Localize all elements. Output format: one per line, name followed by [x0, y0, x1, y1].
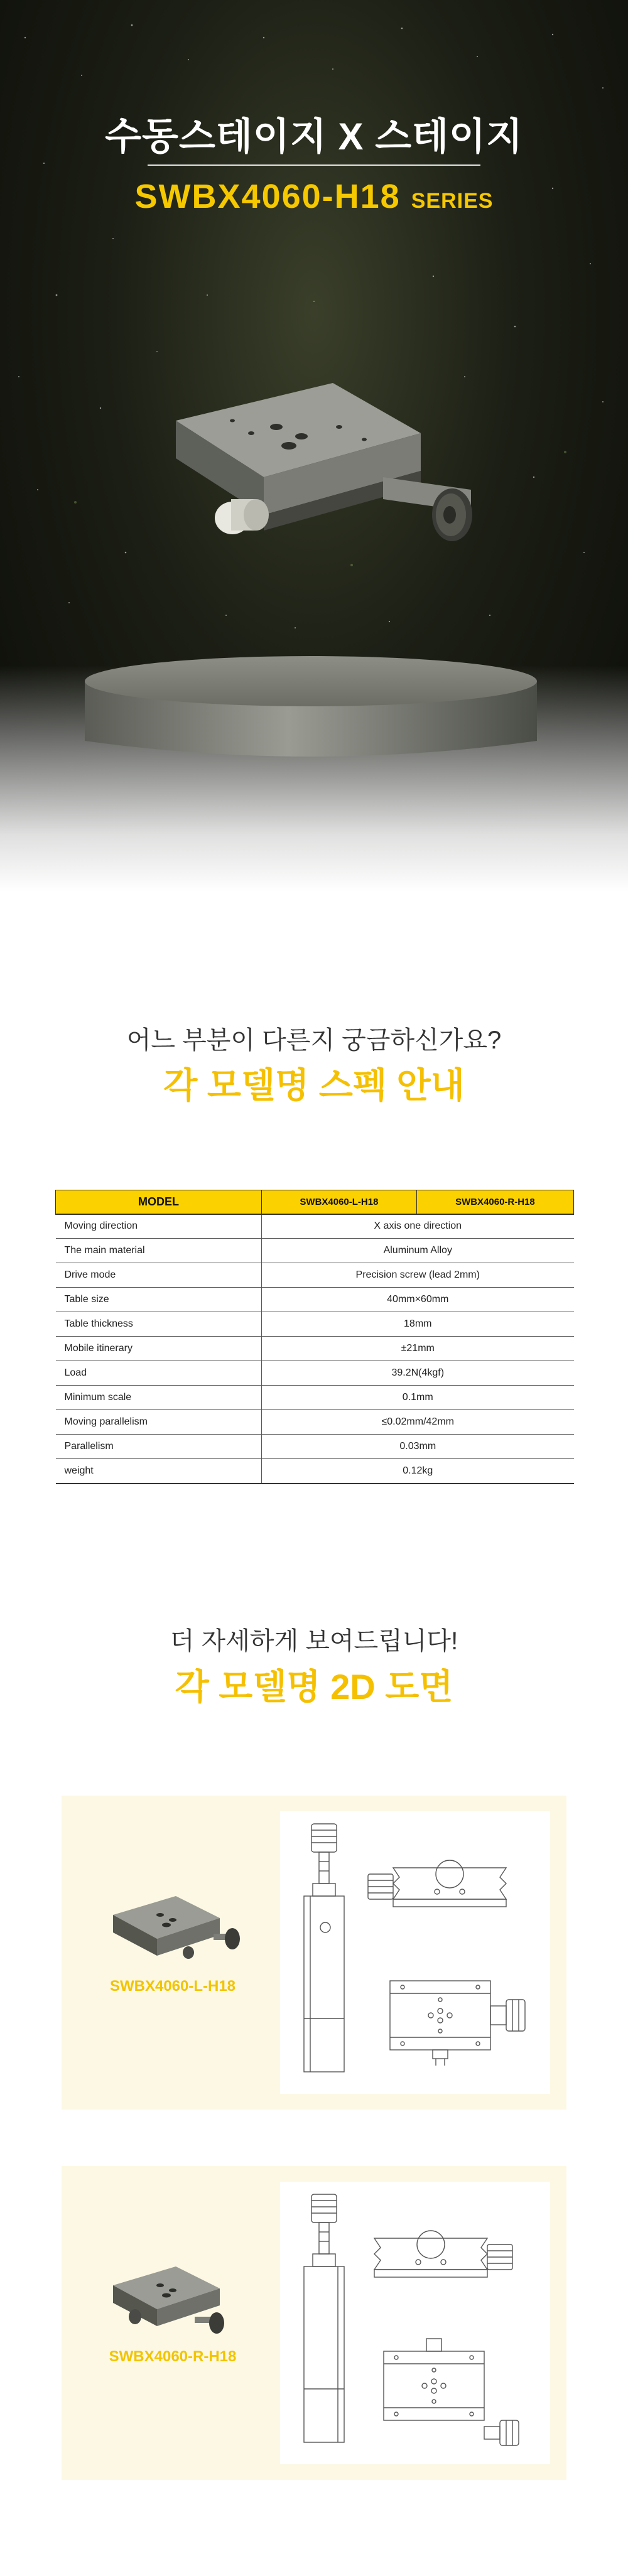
spec-label: Moving direction [56, 1214, 262, 1239]
spec-question: 어느 부분이 다른지 궁금하신가요? [126, 1027, 502, 1054]
spec-row [56, 1435, 574, 1459]
technical-drawing-r [280, 2182, 550, 2464]
hero-banner [0, 0, 628, 892]
spec-row [56, 1410, 574, 1435]
drawing-card-l [62, 1796, 566, 2110]
spec-value: Precision screw (lead 2mm) [262, 1263, 574, 1288]
spec-value: 0.12kg [262, 1459, 574, 1484]
x-stage-product-image [157, 377, 484, 584]
hero-divider [148, 164, 480, 166]
spec-table [55, 1190, 574, 1484]
spec-label: Table thickness [56, 1312, 262, 1337]
product-thumbnail-r [100, 2260, 245, 2342]
spec-value: Aluminum Alloy [262, 1239, 574, 1263]
spec-row [56, 1263, 574, 1288]
spec-label: Moving parallelism [56, 1410, 262, 1435]
spec-header-col1: SWBX4060-L-H18 [262, 1190, 417, 1214]
spec-label: weight [56, 1459, 262, 1484]
spec-value: 0.1mm [262, 1386, 574, 1410]
spec-value: ±21mm [262, 1337, 574, 1361]
drawing-label-r: SWBX4060-R-H18 [109, 2348, 237, 2365]
product-thumbnail-l [100, 1890, 245, 1971]
spec-label: Parallelism [56, 1435, 262, 1459]
spec-header-model: MODEL [56, 1190, 262, 1214]
spec-value: ≤0.02mm/42mm [262, 1410, 574, 1435]
drawing-label-l: SWBX4060-L-H18 [109, 1978, 236, 1995]
drawing-panel-r [280, 2182, 550, 2464]
spec-value: 40mm×60mm [262, 1288, 574, 1312]
spec-value: 0.03mm [262, 1435, 574, 1459]
drawings-heading: 각 모델명 2D 도면 [175, 1667, 453, 1706]
spec-label: Mobile itinerary [56, 1337, 262, 1361]
spec-label: Minimum scale [56, 1386, 262, 1410]
drawing-panel-l [280, 1811, 550, 2094]
spec-label: Table size [56, 1288, 262, 1312]
spec-value: X axis one direction [262, 1214, 574, 1239]
technical-drawing-l [280, 1811, 550, 2094]
hero-model-name [0, 177, 628, 216]
spec-row [56, 1214, 574, 1239]
spec-row [56, 1459, 574, 1484]
spec-row [56, 1361, 574, 1386]
drawings-subtitle: 더 자세하게 보여드립니다! [170, 1627, 458, 1655]
spec-row [56, 1312, 574, 1337]
spec-header-col2: SWBX4060-R-H18 [416, 1190, 573, 1214]
hero-model-code: SWBX4060-H18 [134, 178, 401, 215]
spec-label: The main material [56, 1239, 262, 1263]
spec-heading: 각 모델명 스펙 안내 [163, 1065, 465, 1105]
hero-title: 수동스테이지 X 스테이지 [105, 116, 523, 158]
spec-row [56, 1386, 574, 1410]
spec-row [56, 1288, 574, 1312]
hero-series-label: SERIES [411, 189, 494, 213]
spec-header-row [56, 1190, 574, 1214]
drawing-card-r [62, 2166, 566, 2480]
product-pedestal [78, 653, 543, 766]
spec-row [56, 1239, 574, 1263]
spec-value: 39.2N(4kgf) [262, 1361, 574, 1386]
spec-value: 18mm [262, 1312, 574, 1337]
spec-row [56, 1337, 574, 1361]
spec-label: Load [56, 1361, 262, 1386]
spec-label: Drive mode [56, 1263, 262, 1288]
